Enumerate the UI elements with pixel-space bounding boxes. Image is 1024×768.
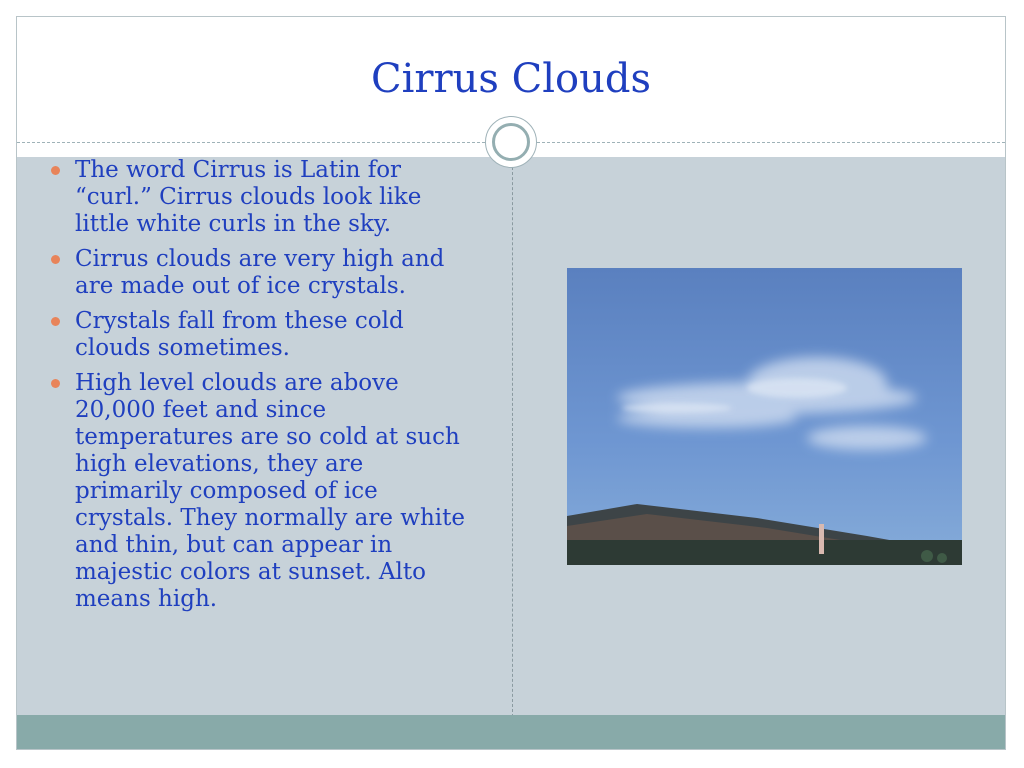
bullet-dot-icon — [51, 317, 60, 326]
bullet-text: Crystals fall from these cold clouds sometimes. — [75, 308, 404, 361]
bullet-text: Cirrus clouds are very high and are made out of ice crystals. — [75, 246, 445, 299]
bullet-dot-icon — [51, 166, 60, 175]
bullet-text: The word Cirrus is Latin for “curl.” Cirrus clouds look like little white curls in the sky. — [75, 157, 422, 237]
bullet-item — [47, 246, 477, 300]
circle-ornament-icon — [485, 116, 537, 168]
footer-bar — [17, 715, 1005, 749]
cirrus-cloud-photo — [567, 268, 962, 565]
column-divider — [512, 157, 513, 717]
bullet-dot-icon — [51, 379, 60, 388]
ring-icon — [492, 123, 530, 161]
bullet-item — [47, 308, 477, 362]
bullet-text: High level clouds are above 20,000 feet and since temperatures are so cold at such high elevations, they are primarily composed of ice crystals. They normally are white and thin, but can appear in majestic colors at sunset. Alto means high. — [75, 370, 466, 612]
slide-title: Cirrus Clouds — [370, 56, 652, 102]
slide — [16, 16, 1006, 750]
bullet-dot-icon — [51, 255, 60, 264]
bullet-item — [47, 157, 477, 238]
bullet-list — [47, 157, 477, 621]
bullet-item — [47, 370, 477, 613]
